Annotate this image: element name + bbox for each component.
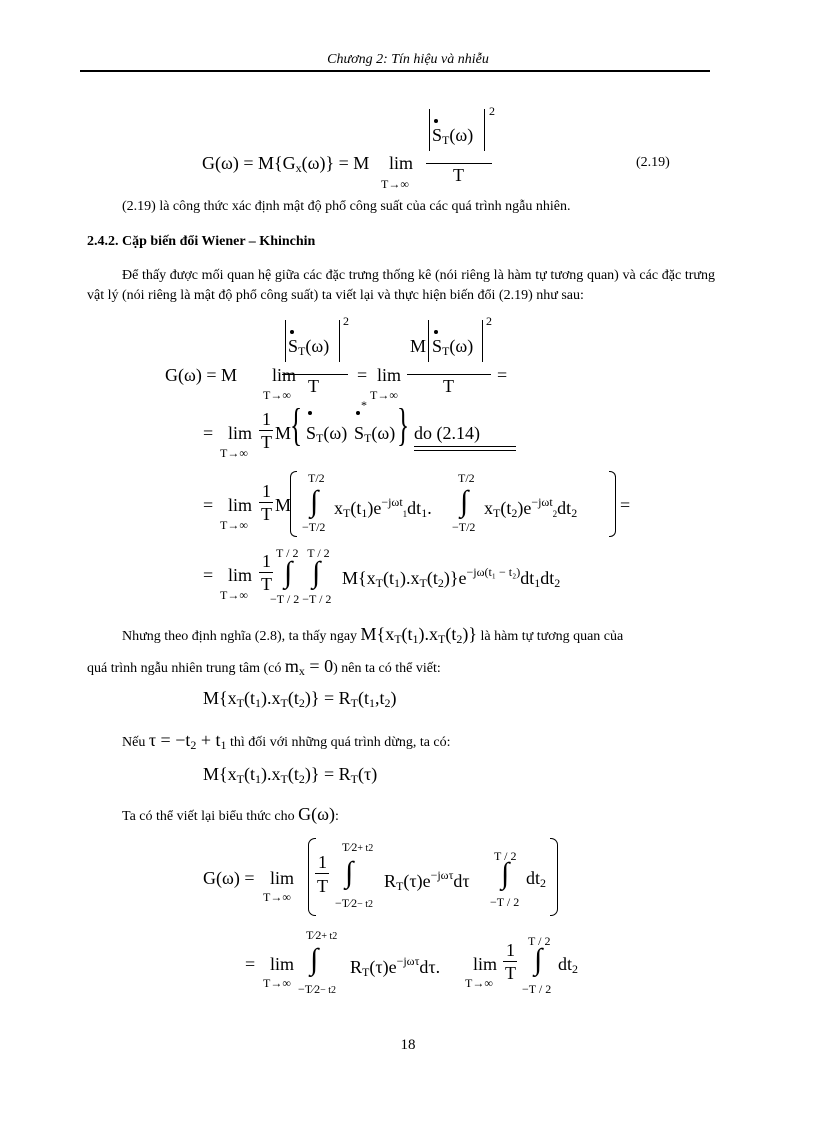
- d4-lim-under: T→∞: [220, 588, 248, 602]
- d3-one: 1: [262, 481, 271, 501]
- eq-correlation: $M\{x_T(t_1).x_T(t_2)\} = R_T(t_1,t_2)$: [203, 688, 397, 710]
- d3-brace-right: [609, 471, 616, 537]
- d2-m: M: [275, 423, 292, 443]
- f2-lower: −T⁄2− t2: [298, 982, 337, 996]
- eq219-num: $S_T(\omega)$: [432, 125, 474, 147]
- d2-star: *: [361, 398, 367, 412]
- f2-lim-b-under: T→∞: [465, 976, 493, 990]
- f2-lim-b: lim: [473, 954, 498, 974]
- d4-eq: =: [203, 565, 214, 585]
- d1-sq-a: 2: [343, 314, 349, 328]
- d2-brace-left: {: [289, 399, 303, 450]
- d1-lim-a: lim: [272, 365, 297, 385]
- f1-lim-under: T→∞: [263, 890, 291, 904]
- d3-lower-a: −T/2: [302, 520, 326, 534]
- d1-m: M: [410, 336, 427, 356]
- d3-integral-a: ∫: [310, 485, 319, 518]
- d1-lim-b-under: T→∞: [370, 388, 398, 402]
- d2-T: T: [261, 432, 272, 452]
- d1-abs-right-b: [482, 320, 483, 362]
- f1-frac: [315, 873, 329, 874]
- f2-dt2: $dt_2$: [558, 954, 579, 976]
- f1-lower: −T⁄2− t2: [335, 896, 374, 910]
- d3-eq: =: [203, 495, 214, 515]
- d3-upper-a: T/2: [308, 471, 325, 485]
- d2-brace-right: }: [396, 399, 410, 450]
- f1-lhs: G(ω) =: [203, 868, 255, 888]
- eq219-number: (2.19): [636, 155, 670, 170]
- d1-den-a: T: [308, 376, 319, 396]
- d1-frac-b: [407, 374, 491, 375]
- eq-stationary: $M\{x_T(t_1).x_T(t_2)\} = R_T(\tau)$: [203, 764, 378, 786]
- d1-abs-right-a: [339, 320, 340, 362]
- f2-upper-b: T / 2: [528, 934, 551, 948]
- section-heading: 2.4.2. Cặp biến đổi Wiener – Khinchin: [87, 234, 316, 249]
- d1-sq-b: 2: [486, 314, 492, 328]
- d3-lim: lim: [228, 495, 253, 515]
- d2-one: 1: [262, 409, 271, 429]
- d1-frac-a: [282, 374, 348, 375]
- d2-lim: lim: [228, 423, 253, 443]
- eq219-lhs: $G(\omega) = M\{G_x(\omega)\} = M$: [202, 153, 370, 175]
- paragraph-4: Nếu $\tau = -t_2 + t_1$ thì đối với những quá trình dừng, ta có:: [122, 730, 451, 752]
- eq219-den: T: [453, 165, 464, 185]
- f2-lower-b: −T / 2: [522, 982, 552, 996]
- d1-end: =: [497, 365, 508, 385]
- f1-brace-right: [550, 838, 558, 916]
- d3-end: =: [620, 495, 631, 515]
- paragraph-5: Ta có thể viết lại biểu thức cho G(ω):: [122, 804, 339, 824]
- f2-one: 1: [506, 940, 515, 960]
- d1-lim-a-under: T→∞: [263, 388, 291, 402]
- para5-expr: G(ω): [298, 804, 335, 824]
- d2-lim-under: T→∞: [220, 446, 248, 460]
- d4-integral-b: ∫: [312, 556, 321, 589]
- f1-brace-left: [308, 838, 316, 916]
- eq219-abs-left: [429, 109, 430, 151]
- d3-integral-b: ∫: [460, 485, 469, 518]
- page-number: 18: [400, 1037, 416, 1053]
- f1-upper-b: T / 2: [494, 849, 517, 863]
- eq219-abs-right: [484, 109, 485, 151]
- d2-dot-b: [356, 411, 360, 415]
- d2-body-a: $S_T(\omega)$: [306, 423, 348, 445]
- eq219-lim: lim: [389, 153, 414, 173]
- f1-upper: T⁄2+ t2: [342, 840, 374, 854]
- f2-integral-b: ∫: [534, 943, 543, 976]
- d4-T: T: [261, 574, 272, 594]
- d1-num-b: $S_T(\omega)$: [432, 336, 474, 358]
- f1-T: T: [317, 876, 328, 896]
- d1-abs-left-a: [285, 320, 286, 362]
- d2-frac: [259, 430, 273, 431]
- para3-expr: $M\{x_T(t_1).x_T(t_2)\}$: [360, 624, 478, 646]
- f2-lim-a: lim: [270, 954, 295, 974]
- d1-dot-b: [434, 330, 438, 334]
- d1-eq: =: [357, 365, 368, 385]
- d2-ref: do (2.14): [414, 423, 480, 443]
- f2-T: T: [505, 963, 516, 983]
- d4-one: 1: [262, 551, 271, 571]
- d4-frac: [259, 572, 273, 573]
- eq219-lim-under: T→∞: [381, 177, 409, 191]
- f1-integral-a: ∫: [345, 856, 354, 889]
- d3-lower-b: −T/2: [452, 520, 476, 534]
- d3-integrand-a: $x_T(t_1)e^{-j\omega t}_1dt_1$.: [334, 495, 432, 520]
- d4-integral-a: ∫: [284, 556, 293, 589]
- d1-den-b: T: [443, 376, 454, 396]
- paragraph-3-line-2: quá trình ngẫu nhiên trung tâm (có $m_x = 0$) nên ta có thể viết:: [87, 656, 441, 678]
- d3-m: M: [275, 495, 292, 515]
- d4-lower: −T / 2 −T / 2: [270, 592, 332, 606]
- d4-integrand: $M\{x_T(t_1).x_T(t_2)\}e^{-j\omega(t_1 - t_2)}dt_1dt_2$: [342, 565, 561, 590]
- f1-one: 1: [318, 852, 327, 872]
- d4-upper: T / 2 T / 2: [276, 546, 330, 560]
- f2-eq: =: [245, 954, 256, 974]
- d3-T: T: [261, 504, 272, 524]
- para3-mx: $m_x = 0$: [284, 656, 334, 678]
- f1-lower-b: −T / 2: [490, 895, 520, 909]
- f1-integral-b: ∫: [501, 857, 510, 890]
- para4-expr: $\tau = -t_2 + t_1$: [148, 730, 227, 752]
- d4-lim: lim: [228, 565, 253, 585]
- paragraph-2: Để thấy được mối quan hệ giữa các đặc trưng thống kê (nói riêng là hàm tự tương quan) và các đặc trưng vật lý (nói riêng là mật độ phổ công suất) ta viết lại và thực hiện biến đổi (2.19) như sau:: [87, 268, 715, 303]
- f1-dt2: $dt_2$: [526, 868, 547, 890]
- f1-body: $R_T(\tau)e^{-j\omega\tau}d\tau$: [384, 868, 470, 893]
- d1-dot-a: [290, 330, 294, 334]
- paragraph-3-line-1: Nhưng theo định nghĩa (2.8), ta thấy ngay $M\{x_T(t_1).x_T(t_2)\}$ là hàm tự tương quan của: [122, 624, 624, 646]
- f2-frac: [503, 961, 517, 962]
- f2-body: $R_T(\tau)e^{-j\omega\tau}d\tau$.: [350, 954, 441, 979]
- d3-brace-left: [290, 471, 297, 537]
- d1-lim-b: lim: [377, 365, 402, 385]
- f2-upper: T⁄2+ t2: [306, 928, 338, 942]
- f2-lim-a-under: T→∞: [263, 976, 291, 990]
- eq219-fraction-bar: [426, 163, 492, 164]
- eq219-sq: 2: [489, 104, 495, 118]
- d2-eq: =: [203, 423, 214, 443]
- f2-integral-a: ∫: [310, 943, 319, 976]
- d3-upper-b: T/2: [458, 471, 475, 485]
- d3-lim-under: T→∞: [220, 518, 248, 532]
- header-rule: [80, 70, 710, 72]
- d2-ref-underline: [414, 446, 516, 451]
- d3-frac: [259, 502, 273, 503]
- f1-lim: lim: [270, 868, 295, 888]
- d2-body-b: $S_T(\omega)$: [354, 423, 396, 445]
- chapter-header: Chương 2: Tín hiệu và nhiễu: [327, 52, 489, 67]
- d2-dot-a: [308, 411, 312, 415]
- d1-lhs: G(ω) = M: [165, 365, 237, 385]
- d1-abs-left-b: [428, 320, 429, 362]
- paragraph-1: (2.19) là công thức xác định mật độ phổ công suất của các quá trình ngẫu nhiên.: [122, 199, 571, 214]
- d1-num-a: $S_T(\omega)$: [288, 336, 330, 358]
- eq219-dot: [434, 119, 438, 123]
- d3-integrand-b: $x_T(t_2)e^{-j\omega t}_2dt_2$: [484, 495, 578, 520]
